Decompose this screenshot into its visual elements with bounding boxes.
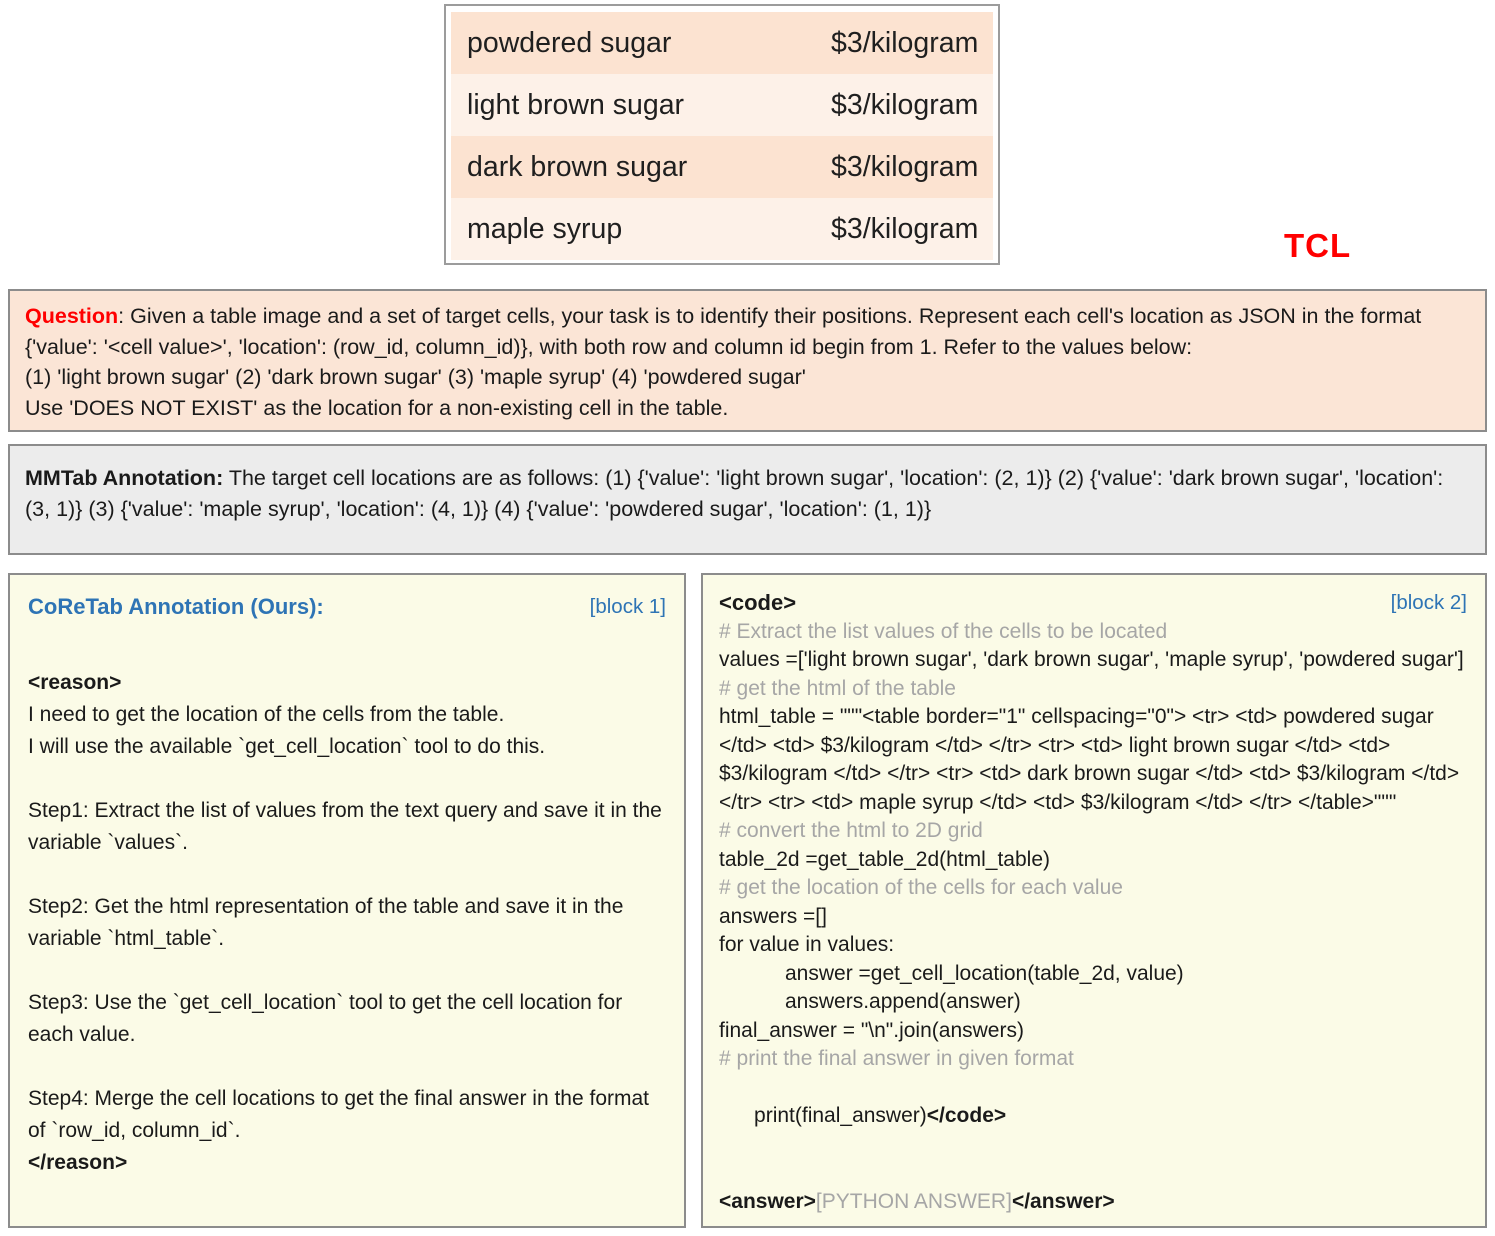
coretab-title: CoReTab Annotation (Ours): [28, 594, 324, 619]
code-line: answers =[] [719, 904, 827, 928]
code-line: for value in values: [719, 933, 895, 956]
table-cell-price: $3/kilogram [831, 26, 979, 59]
answer-close-tag: </answer> [1011, 1190, 1115, 1213]
code-line: html_table = """<table border="1" cellspacing="0"> <tr> <td> powdered sugar </td> <td> $3/kilogram </td> </tr> <tr> <td> light brown sugar </td> <td> $3/kilogram </td> </tr> <tr> <td> dark brown sugar </td> <td> $3/kilogram </td> </tr> <tr> <td> maple syrup </td> <td> $3/kilogram </td> </tr> </table>""" [719, 705, 1465, 814]
table-cell-item: dark brown sugar [467, 150, 688, 183]
reason-open-tag: <reason> [28, 671, 122, 694]
code-annotation-box [701, 573, 1487, 1228]
reason-step-1: Step1: Extract the list of values from the text query and save it in the variable `values`. [28, 799, 662, 854]
task-type-label: TCL [1284, 227, 1352, 264]
answer-line [719, 1188, 1467, 1217]
table-image-card [444, 4, 1000, 265]
reason-step-3: Step3: Use the `get_cell_location` tool to get the cell location for each value. [28, 991, 623, 1046]
reason-line: I need to get the location of the cells from the table. [28, 703, 505, 726]
code-line: values =['light brown sugar', 'dark brown sugar', 'maple syrup', 'powdered sugar'] [719, 648, 1464, 671]
reason-intro [28, 699, 666, 763]
code-close-tag: </code> [926, 1104, 1007, 1127]
table-row [451, 136, 993, 198]
reason-step-2: Step2: Get the html representation of the table and save it in the variable `html_table`. [28, 895, 624, 950]
coretab-annotation-box [8, 573, 686, 1228]
answer-placeholder: [PYTHON ANSWER] [815, 1190, 1012, 1213]
block-1-label: [block 1] [589, 595, 666, 618]
mmtab-text: The target cell locations are as follows: (1) {'value': 'light brown sugar', 'location': (2, 1)} (2) {'value': 'dark brown sugar', 'location': (3, 1)} (3) {'value': 'maple syrup', 'location': (4, 1)} (4) {'value': 'powdered sugar', 'location': (1, 1)} [25, 466, 1444, 521]
mmtab-label: MMTab Annotation: [25, 466, 224, 490]
question-box [8, 289, 1487, 432]
table-cell-price: $3/kilogram [831, 212, 979, 245]
table-row [451, 74, 993, 136]
table-cell-item: powdered sugar [467, 26, 672, 59]
code-line: answers.append(answer) [785, 990, 1021, 1013]
code-open-tag: <code> [719, 590, 797, 615]
table-cell-price: $3/kilogram [831, 88, 979, 121]
table-cell-item: light brown sugar [467, 88, 685, 121]
reason-line: I will use the available `get_cell_location` tool to do this. [28, 735, 546, 758]
question-not-exist-line: Use 'DOES NOT EXIST' as the location for a non-existing cell in the table. [25, 395, 729, 420]
code-line: print(final_answer) [754, 1104, 927, 1127]
code-last-line [719, 1074, 1467, 1160]
code-comment: # Extract the list values of the cells to be located [719, 619, 1168, 643]
table-cell-item: maple syrup [467, 212, 623, 245]
code-line: final_answer = "\n".join(answers) [719, 1018, 1024, 1042]
table-cell-price: $3/kilogram [831, 150, 979, 183]
code-comment: # get the location of the cells for each value [719, 876, 1123, 899]
answer-open-tag: <answer> [719, 1190, 816, 1213]
reason-step-4: Step4: Merge the cell locations to get the final answer in the format of `row_id, column_id`. [28, 1087, 650, 1142]
code-header [719, 589, 1467, 618]
question-intro: : Given a table image and a set of target cells, your task is to identify their positions. Represent each cell's location as JSON in the format {'value': '<cell value>', 'location': (row_id, column_id)}, with both row and column id begin from 1. Refer to the values below: [25, 304, 1422, 359]
code-line: table_2d =get_table_2d(html_table) [719, 847, 1050, 871]
code-comment: # print the final answer in given format [719, 1047, 1074, 1070]
table-row [451, 198, 993, 260]
reason-close-tag: </reason> [28, 1151, 128, 1174]
table-row [451, 12, 993, 74]
code-comment: # convert the html to 2D grid [719, 819, 983, 842]
question-label: Question [25, 304, 119, 328]
block-2-label: [block 2] [1390, 591, 1467, 614]
code-line: answer =get_cell_location(table_2d, value) [785, 961, 1184, 985]
question-values-line: (1) 'light brown sugar' (2) 'dark brown sugar' (3) 'maple syrup' (4) 'powdered sugar' [25, 365, 806, 389]
question-text [25, 301, 1470, 362]
mmtab-annotation-box [8, 444, 1487, 555]
code-comment: # get the html of the table [719, 676, 956, 700]
coretab-header [28, 591, 666, 623]
